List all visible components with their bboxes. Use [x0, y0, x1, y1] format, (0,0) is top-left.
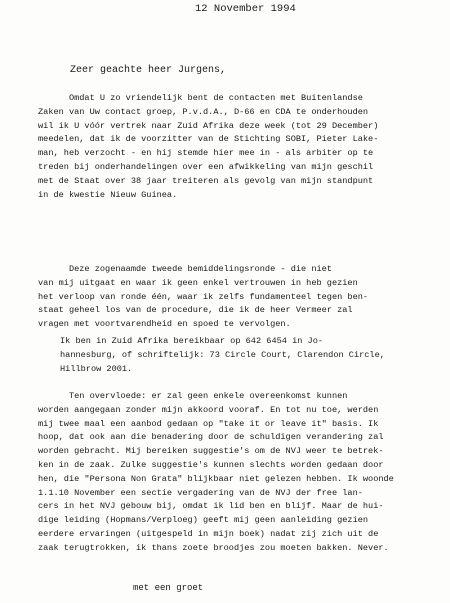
closing: met een groet: [133, 583, 204, 593]
salutation: Zeer geachte heer Jurgens,: [70, 65, 227, 76]
paragraph-4: Ten overvloede: er zal geen enkele overeenkomst kunnen worden aangegaan zonder mijn akkoord vooraf. En tot nu toe, werden mij twee maal een aanbod gedaan op "take it or leave it" basis. Ik hoop, dat ook aan die benadering door de schuldigen verandering zal worden gebracht. Mij bereiken suggestie's om de NVJ weer te betrek- ken in de zaak. Zulke suggestie's kunnen slechts worden gedaan door hen, die "Persona Non Grata" blijkbaar niet gelezen hebben. Ik woonde 1.1.10 November een sectie vergadering van de NVJ der free lan- cers in het NVJ gebouw bij, omdat ik lid ben en blijf. Maar de hui- dige leiding (Hopmans/Verploeg) geeft mij geen aanleiding gezien eerdere ervaringen (uitgespeld in mijn boek) nadat zij zich uit de zaak terugtrokken, ik thans zoete broodjes zou moeten bakken. Never.: [38, 391, 394, 553]
letter-date: 12 November 1994: [195, 3, 296, 15]
paragraph-2: Deze zogenaamde tweede bemiddelingsronde - die niet van mij uitgaat en waar ik geen enkel vertrouwen in heb gezien het verloop van ronde één, waar ik zelfs fundamenteel tegen ben- staat geheel los van de procedure, die ik de heer Vermeer zal vragen met voortvarendheid en spoed te vervolgen.: [38, 264, 369, 330]
paragraph-1: Omdat U zo vriendelijk bent de contacten met Buitenlandse Zaken van Uw contact groep, P.v.d.A., D-66 en CDA te onderhouden wil ik U vóór vertrek naar Zuid Afrika deze week (tot 29 December) meedelen, dat ik de voorzitter van de Stichting SOBI, Pieter Lake- man, heb verzocht - en hij stemde hier mee in - als arbiter op te treden bij onderhandelingen over een afwikkeling van mijn geschil met de Staat over 38 jaar treiteren als gevolg van mijn standpunt in de kwestie Nieuw Guinea.: [38, 93, 379, 200]
paragraph-3: Ik ben in Zuid Afrika bereikbaar op 642 6454 in Jo- hannesburg, of schriftelijk: 73 Circle Court, Clarendon Circle, Hillbrow 2001.: [60, 336, 385, 374]
